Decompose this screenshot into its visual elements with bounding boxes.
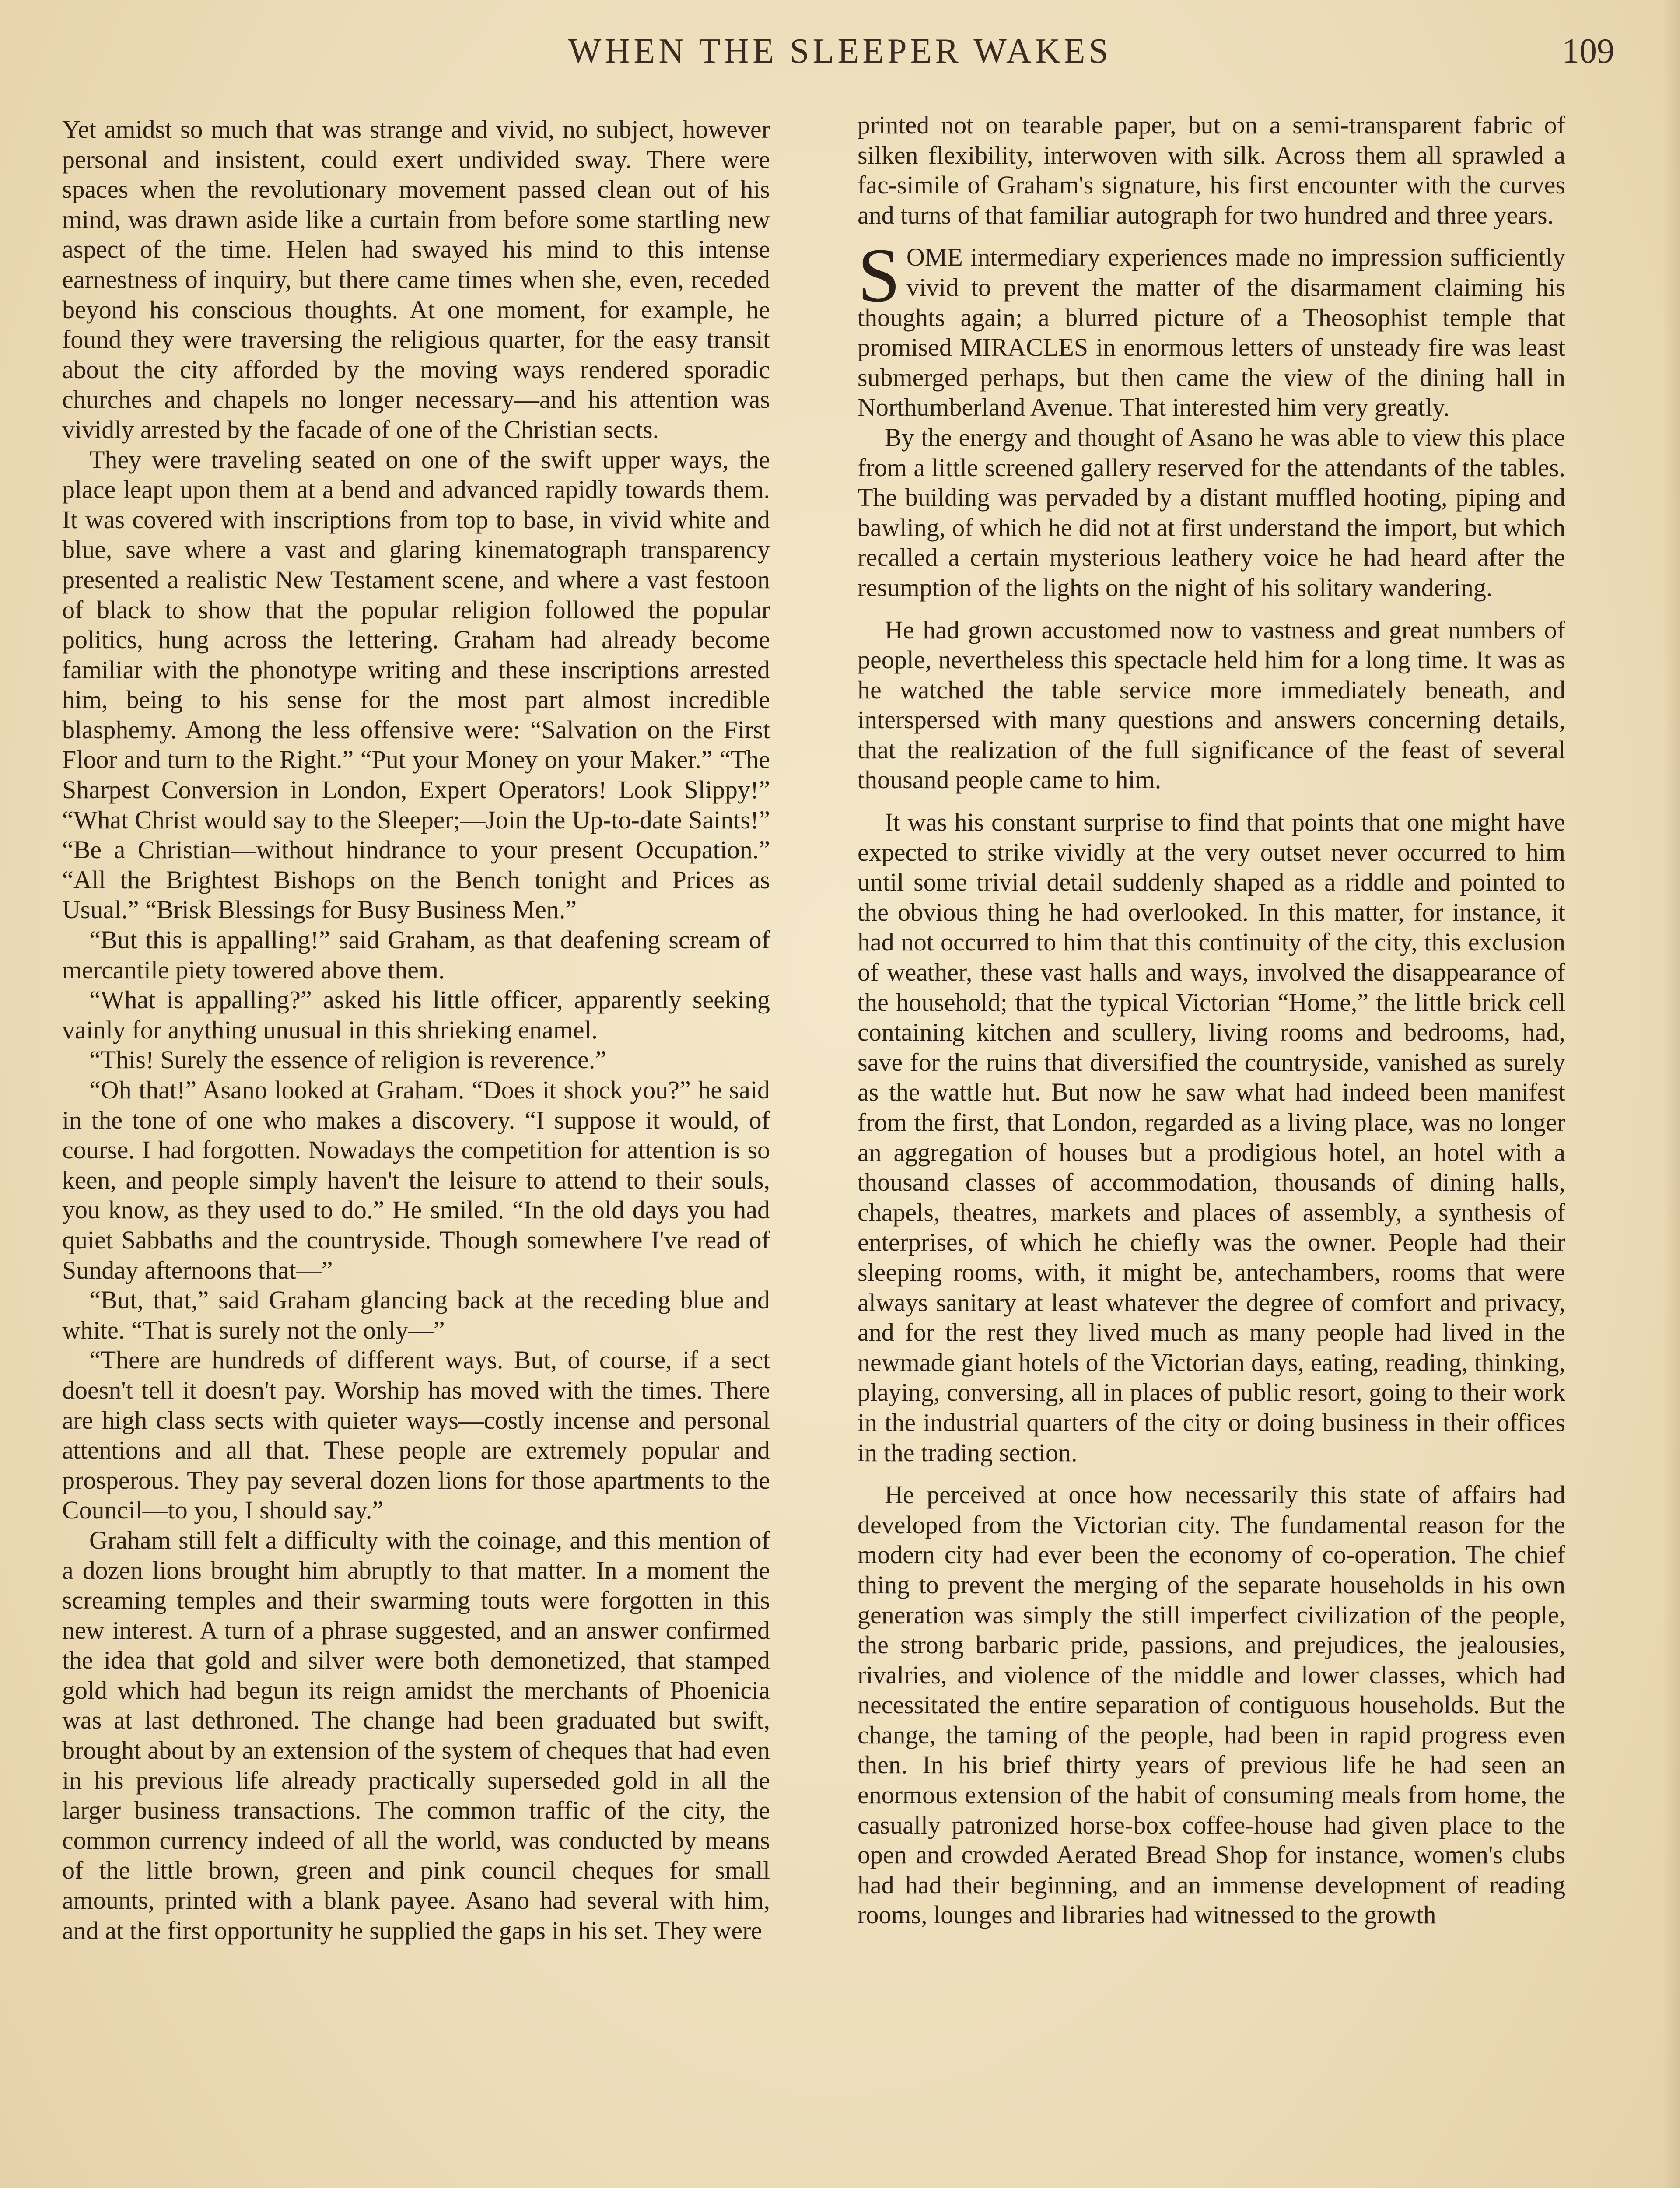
paragraph: “There are hundreds of different ways. But, of course, if a sect doesn't tell it doesn't pay. Worship has moved with the times. There are high class sects with quieter ways—costly incense and personal attentions and all that. These people are extremely popular and prosperous. They pay several dozen lions for those apartments to the Council—to you, I should say.” xyxy=(62,1346,770,1525)
paragraph-continuation: printed not on tearable paper, but on a semi-transparent fabric of silken flexibility, interwoven with silk. Across them all sprawled a fac-simile of Graham's signature, his first encounter with the curves and turns of that familiar autograph for two hundred and three years. xyxy=(858,111,1565,229)
paragraph: He had grown accustomed now to vastness and great numbers of people, nevertheless this spectacle held him for a long time. It was as he watched the table service more immediately beneath, and interspersed with many questions and answers concerning details, that the realization of the full significance of the feast of several thousand people came to him. xyxy=(858,615,1565,794)
right-column xyxy=(858,110,1565,1930)
paragraph: “This! Surely the essence of religion is reverence.” xyxy=(89,1045,607,1074)
paragraph: They were traveling seated on one of the swift upper ways, the place leapt upon them at a bend and advanced rapidly towards them. It was covered with inscriptions from top to base, in vivid white and blue, save where a vast and glaring kinematograph transparency presented a realistic New Testament scene, and where a vast festoon of black to show that the popular religion followed the popular politics, hung across the lettering. Graham had already become familiar with the phonotype writing and these inscriptions arrested him, being to his sense for the most part almost incredible blasphemy. Among the less offensive were: “Salvation on the First Floor and turn to the Right.” “Put your Money on your Maker.” “The Sharpest Conversion in London, Expert Operators! Look Slippy!” “What Christ would say to the Sleeper;—Join the Up-to-date Saints!” “Be a Christian—without hindrance to your present Occupation.” “All the Brightest Bishops on the Bench tonight and Prices as Usual.” “Brisk Blessings for Busy Business Men.” xyxy=(62,445,770,924)
paragraph: “Oh that!” Asano looked at Graham. “Does it shock you?” he said in the tone of one who makes a discovery. “I suppose it would, of course. I had forgotten. Nowadays the competition for attention is so keen, and people simply haven't the leisure to attend to their souls, you know, as they used to do.” He smiled. “In the old days you had quiet Sabbaths and the countryside. Though somewhere I've read of Sunday afternoons that—” xyxy=(62,1076,770,1284)
paragraph: Yet amidst so much that was strange and vivid, no subject, however personal and insistent, could exert undivided sway. There were spaces when the revolutionary movement passed clean out of his mind, was drawn aside like a curtain from before some startling new aspect of the time. Helen had swayed his mind to this intense earnestness of inquiry, but there came times when she, even, receded beyond his conscious thoughts. At one moment, for example, he found they were traversing the religious quarter, for the easy transit about the city afforded by the moving ways rendered sporadic churches and chapels no longer necessary—and his attention was vividly arrested by the facade of one of the Christian sects. xyxy=(62,115,770,444)
section-opening-text: OME intermediary experiences made no impression sufficiently vivid to prevent the matter of the disarmament claiming his thoughts again; a blurred picture of a Theosophist temple that promised MIRACLES in enormous letters of unsteady fire was least submerged perhaps, but then came the view of the dining hall in Northumberland Avenue. That interested him very greatly. xyxy=(858,243,1565,422)
paragraph: He perceived at once how necessarily this state of affairs had developed from the Victorian city. The fundamental reason for the modern city had ever been the economy of co-operation. The chief thing to prevent the merging of the separate households in his own generation was simply the still imperfect civilization of the people, the strong barbaric pride, passions, and prejudices, the jealousies, rivalries, and violence of the middle and lower classes, which had necessitated the entire separation of contiguous households. But the change, the taming of the people, had been in rapid progress even then. In his brief thirty years of previous life he had seen an enormous extension of the habit of consuming meals from home, the casually patronized horse-box coffee-house had given place to the open and crowded Aerated Bread Shop for instance, women's clubs had had their beginning, and an immense development of reading rooms, lounges and libraries had witnessed to the growth xyxy=(858,1480,1565,1929)
paragraph: By the energy and thought of Asano he was able to view this place from a little screened gallery reserved for the attendants of the tables. The building was pervaded by a distant muffled hooting, piping and bawling, of which he did not at first understand the import, but which recalled a certain mysterious leathery voice he had heard after the resumption of the lights on the night of his solitary wandering. xyxy=(858,423,1565,602)
paragraph: “But, that,” said Graham glancing back at the receding blue and white. “That is surely not the only—” xyxy=(62,1286,770,1344)
paragraph: Graham still felt a difficulty with the coinage, and this mention of a dozen lions brought him abruptly to that matter. In a moment the screaming temples and their swarming touts were forgotten in this new interest. A turn of a phrase suggested, and an answer confirmed the idea that gold and silver were both demonetized, that stamped gold which had begun its reign amidst the merchants of Phoenicia was at last dethroned. The change had been graduated but swift, brought about by an extension of the system of cheques that had even in his previous life already practically superseded gold in all the larger business transactions. The common traffic of the city, the common currency indeed of all the world, was conducted by means of the little brown, green and pink council cheques for small amounts, printed with a blank payee. Asano had several with him, and at the first opportunity he supplied the gaps in his set. They were xyxy=(62,1525,770,1945)
paragraph: “What is appalling?” asked his little officer, apparently seeking vainly for anything unusual in this shrieking enamel. xyxy=(62,985,770,1044)
paragraph: It was his constant surprise to find that points that one might have expected to strike vividly at the very outset never occurred to him until some trivial detail suddenly shaped as a riddle and pointed to the obvious thing he had overlooked. In this matter, for instance, it had not occurred to him that this continuity of the city, this exclusion of weather, these vast halls and ways, involved the disappearance of the household; that the typical Victorian “Home,” the little brick cell containing kitchen and scullery, living rooms and bedrooms, had, save for the ruins that diversified the countryside, vanished as surely as the wattle hut. But now he saw what had indeed been manifest from the first, that London, regarded as a living place, was no longer an aggregation of houses but a prodigious hotel, an hotel with a thousand classes of accommodation, thousands of dining halls, chapels, theatres, markets and places of assembly, a synthesis of enterprises, of which he chiefly was the owner. People had their sleeping rooms, with, it might be, antechambers, rooms that were always sanitary at least whatever the degree of comfort and privacy, and for the rest they lived much as many people had lived in the newmade giant hotels of the Victorian days, eating, reading, thinking, playing, conversing, all in places of public resort, going to their work in the industrial quarters of the city or doing business in their offices in the trading section. xyxy=(858,808,1565,1467)
page-edge-shadow xyxy=(1662,0,1680,2188)
page-number: 109 xyxy=(1562,32,1614,70)
drop-cap: S xyxy=(858,233,900,319)
section-opening-paragraph xyxy=(858,233,1565,423)
page-header xyxy=(0,32,1680,84)
running-title: WHEN THE SLEEPER WAKES xyxy=(568,32,1112,70)
paragraph: “But this is appalling!” said Graham, as that deafening scream of mercantile piety towered above them. xyxy=(62,926,770,984)
left-column xyxy=(62,115,770,1946)
